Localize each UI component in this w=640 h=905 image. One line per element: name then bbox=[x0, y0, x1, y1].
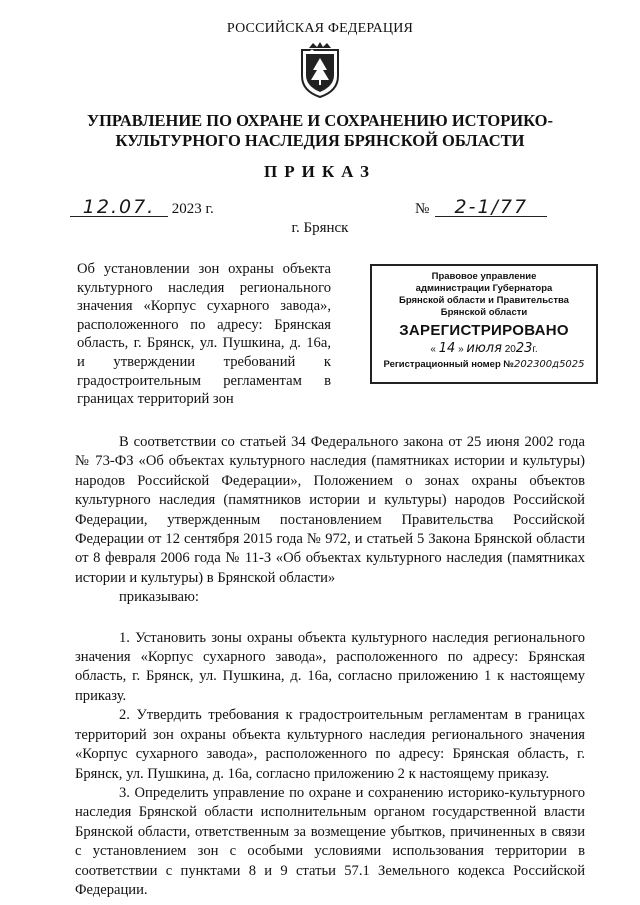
handwritten-date: 12.07. bbox=[70, 198, 168, 217]
order-item-3: 3. Определить управление по охране и сохранению историко-культурного наследия Брянской области исполнительным органом государственной власти Брянской области, ответственным за возмещение убытков, причиненных в связи с установлением зон с особыми условиями использования территории в соответствии с пунктами 8 и 9 статьи 57.1 Земельного кодекса Российской Федерации. bbox=[75, 784, 585, 898]
organization-name bbox=[0, 111, 640, 151]
organization-name-line2: КУЛЬТУРНОГО НАСЛЕДИЯ БРЯНСКОЙ ОБЛАСТИ bbox=[115, 131, 525, 150]
document-body bbox=[75, 433, 585, 900]
document-city: г. Брянск bbox=[291, 220, 349, 236]
document-number bbox=[415, 198, 547, 218]
stamp-year-prefix: 20 bbox=[504, 344, 516, 355]
order-word: приказываю: bbox=[119, 589, 199, 606]
country-heading: РОССИЙСКАЯ ФЕДЕРАЦИЯ bbox=[226, 21, 414, 36]
document-date bbox=[70, 198, 214, 218]
stamp-year-suffix: г. bbox=[532, 344, 538, 355]
number-sign: № bbox=[415, 201, 430, 217]
stamp-line: Брянской области и Правительства bbox=[399, 295, 569, 306]
stamp-registered: ЗАРЕГИСТРИРОВАНО bbox=[399, 322, 569, 339]
stamp-day: 14 bbox=[438, 341, 456, 356]
document-title: ПРИКАЗ bbox=[264, 162, 376, 181]
stamp-line: Правовое управление bbox=[431, 271, 537, 282]
stamp-authority bbox=[372, 271, 596, 319]
bryansk-coat-of-arms-icon bbox=[298, 42, 342, 98]
stamp-date bbox=[372, 341, 596, 356]
organization-name-line1: УПРАВЛЕНИЕ ПО ОХРАНЕ И СОХРАНЕНИЮ ИСТОРИКО- bbox=[86, 111, 553, 130]
stamp-line: администрации Губернатора bbox=[415, 283, 553, 294]
stamp-line: Брянской области bbox=[440, 307, 528, 318]
stamp-quote-open: « bbox=[430, 344, 436, 355]
stamp-registration-number bbox=[372, 359, 596, 370]
order-item-2: 2. Утвердить требования к градостроительным регламентам в границах территорий зон охраны объекта культурного наследия регионального значения «Корпус сухарного завода», расположенного по адресу: Брянская область, г. Брянск, ул. Пушкина, д. 16а, согласно приложению 2 к настоящему приказу. bbox=[75, 707, 585, 782]
order-item-1: 1. Установить зоны охраны объекта культурного наследия регионального значения «Корпус сухарного завода», расположенного по адресу: Брянская область, г. Брянск, ул. Пушкина, д. 16а, согласно приложению 1 к настоящему приказу. bbox=[75, 629, 585, 704]
handwritten-number: 2-1/77 bbox=[435, 198, 547, 217]
preamble-paragraph: В соответствии со статьей 34 Федерального закона от 25 июня 2002 года № 73-ФЗ «Об объектах культурного наследия (памятниках истории и культуры) народов Российской Федерации», Положением о зонах охраны объектов культурного наследия (памятников истории и культуры) народов Российской Федерации, утвержденным постановлением Правительства Российской Федерации от 12 сентября 2015 года № 972, и статьей 5 Закона Брянской области от 8 февраля 2006 года № 11-З «Об объектах культурного наследия (памятниках истории и культуры) в Брянской области» bbox=[75, 434, 585, 586]
stamp-regnum-label: Регистрационный номер № bbox=[383, 359, 514, 370]
stamp-month: июля bbox=[466, 341, 502, 356]
document-year: 2023 г. bbox=[171, 201, 214, 217]
stamp-quote-close: » bbox=[458, 344, 464, 355]
stamp-year: 23 bbox=[515, 341, 533, 356]
registration-stamp bbox=[370, 264, 598, 384]
document-subject: Об установлении зон охраны объекта культурного наследия регионального значения «Корпус сухарного завода», расположенного по адресу: Брянская область, г. Брянск, ул. Пушкина, д. 16а, и утверждении требований к градостроительным регламентам в границах территорий зон bbox=[77, 261, 331, 408]
stamp-regnum-value: 202300д5025 bbox=[513, 359, 585, 370]
